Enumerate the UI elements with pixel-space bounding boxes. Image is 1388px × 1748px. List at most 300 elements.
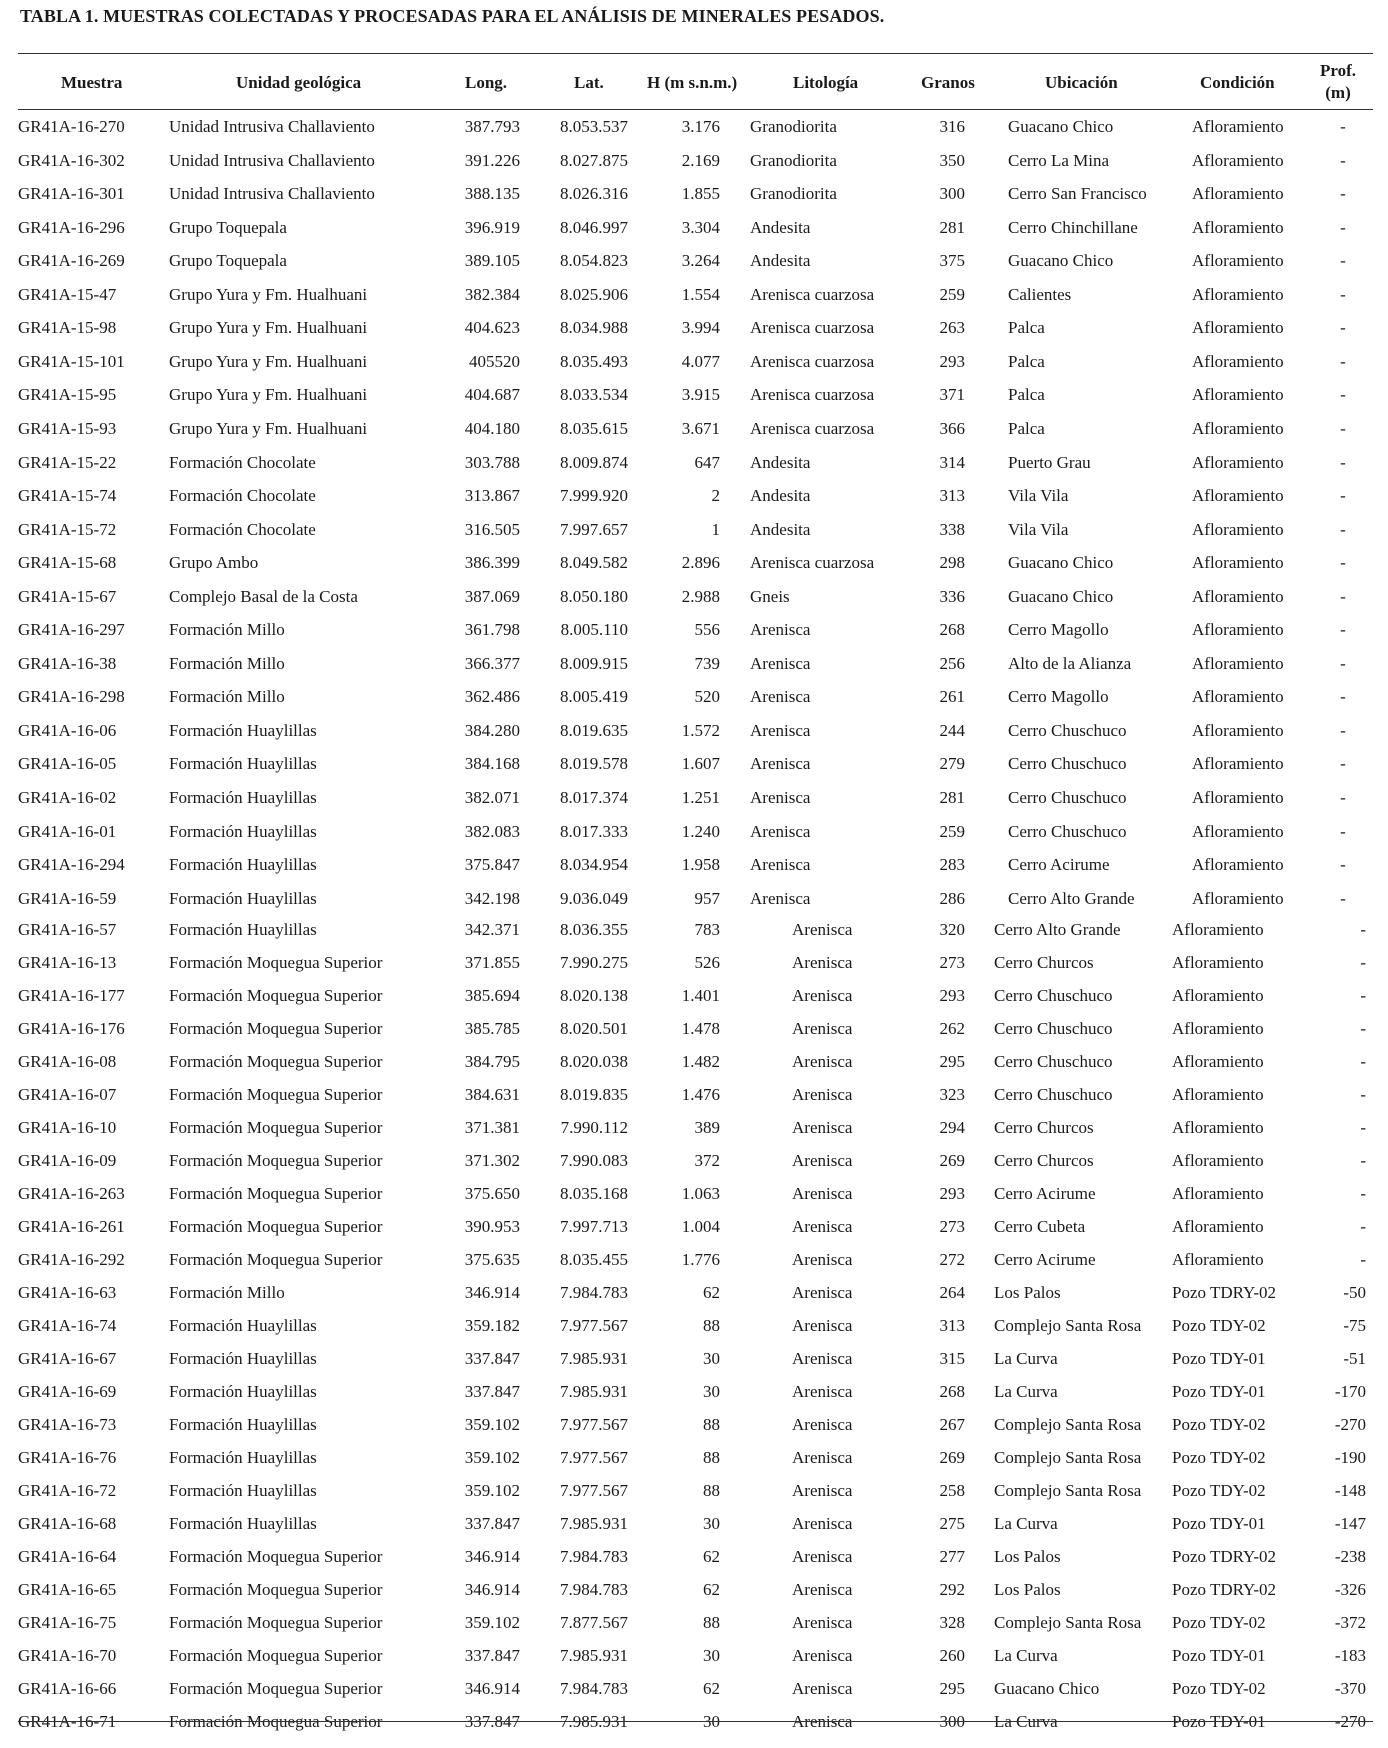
- cell-litologia: Arenisca: [792, 1580, 853, 1599]
- cell-unidad: Formación Huaylillas: [169, 720, 317, 740]
- cell-granos: 258: [939, 1481, 965, 1500]
- header-condicion: Condición: [1200, 73, 1275, 92]
- cell-unidad: Grupo Yura y Fm. Hualhuani: [169, 351, 368, 371]
- cell-lat: 7.990.275: [560, 953, 628, 972]
- cell-prof: -370: [1334, 1679, 1366, 1698]
- cell-unidad: Grupo Yura y Fm. Hualhuani: [169, 318, 368, 338]
- cell-prof: -: [1340, 855, 1346, 875]
- cell-unidad: Formación Moquegua Superior: [169, 1580, 383, 1599]
- cell-muestra: GR41A-16-64: [18, 1547, 117, 1566]
- cell-condicion: Afloramiento: [1172, 1019, 1264, 1038]
- cell-long: 384.168: [464, 754, 520, 774]
- cell-long: 342.371: [464, 920, 520, 939]
- cell-lat: 8.005.419: [560, 687, 628, 707]
- table-row: [0, 1476, 1388, 1506]
- cell-long: 375.650: [464, 1184, 520, 1203]
- cell-ubicacion: Guacano Chico: [1008, 586, 1114, 606]
- table-row: [0, 783, 1388, 813]
- cell-lat: 8.049.582: [560, 553, 628, 573]
- table-row: [0, 1443, 1388, 1473]
- cell-litologia: Arenisca: [792, 1019, 853, 1038]
- cell-ubicacion: Complejo Santa Rosa: [994, 1415, 1142, 1434]
- cell-condicion: Afloramiento: [1192, 418, 1284, 438]
- table-row: [0, 1080, 1388, 1110]
- cell-h: 1.855: [681, 184, 720, 204]
- cell-prof: -: [1340, 486, 1346, 506]
- cell-lat: 8.019.578: [560, 754, 628, 774]
- cell-long: 342.198: [464, 888, 520, 908]
- cell-ubicacion: Cerro Acirume: [994, 1250, 1096, 1269]
- cell-lat: 8.033.534: [560, 385, 628, 405]
- cell-litologia: Arenisca: [750, 821, 811, 841]
- cell-h: 3.915: [681, 385, 720, 405]
- cell-h: 372: [694, 1151, 720, 1170]
- cell-muestra: GR41A-15-67: [18, 586, 117, 606]
- cell-granos: 262: [939, 1019, 965, 1038]
- cell-granos: 281: [939, 217, 965, 237]
- cell-ubicacion: Alto de la Alianza: [1008, 653, 1132, 673]
- cell-long: 361.798: [464, 620, 520, 640]
- table-row: [0, 548, 1388, 578]
- cell-granos: 315: [939, 1349, 965, 1368]
- cell-litologia: Arenisca: [792, 1481, 853, 1500]
- cell-long: 359.102: [464, 1415, 520, 1434]
- cell-unidad: Formación Huaylillas: [169, 1415, 317, 1434]
- cell-prof: -: [1340, 251, 1346, 271]
- cell-ubicacion: Cerro Churcos: [994, 1151, 1094, 1170]
- cell-unidad: Formación Millo: [169, 653, 285, 673]
- cell-ubicacion: La Curva: [994, 1646, 1058, 1665]
- cell-ubicacion: Cerro Churcos: [994, 953, 1094, 972]
- header-rule: [18, 109, 1373, 110]
- cell-condicion: Afloramiento: [1192, 318, 1284, 338]
- table-row: [0, 1212, 1388, 1242]
- cell-lat: 8.020.138: [560, 986, 628, 1005]
- header-ubicacion: Ubicación: [1045, 73, 1118, 92]
- cell-litologia: Andesita: [750, 452, 811, 472]
- cell-granos: 259: [939, 284, 965, 304]
- cell-condicion: Afloramiento: [1192, 385, 1284, 405]
- cell-condicion: Afloramiento: [1172, 1217, 1264, 1236]
- cell-muestra: GR41A-15-68: [18, 553, 117, 573]
- cell-muestra: GR41A-16-292: [18, 1250, 125, 1269]
- cell-unidad: Formación Moquegua Superior: [169, 1679, 383, 1698]
- cell-long: 405520: [469, 351, 520, 371]
- table-row: [0, 1278, 1388, 1308]
- cell-muestra: GR41A-16-301: [18, 184, 125, 204]
- cell-lat: 8.017.374: [560, 788, 628, 807]
- cell-lat: 7.997.713: [560, 1217, 628, 1236]
- cell-granos: 273: [939, 953, 965, 972]
- cell-condicion: Afloramiento: [1172, 1184, 1264, 1203]
- cell-ubicacion: Palca: [1008, 385, 1045, 405]
- cell-litologia: Arenisca: [792, 1712, 853, 1731]
- cell-h: 2.896: [681, 553, 720, 573]
- cell-litologia: Arenisca: [792, 1151, 853, 1170]
- header-long: Long.: [465, 73, 508, 92]
- cell-lat: 8.034.954: [560, 855, 628, 875]
- cell-muestra: GR41A-16-68: [18, 1514, 117, 1533]
- cell-condicion: Afloramiento: [1192, 519, 1284, 539]
- cell-long: 366.377: [464, 653, 520, 673]
- cell-muestra: GR41A-16-177: [18, 986, 125, 1005]
- cell-muestra: GR41A-15-47: [18, 284, 117, 304]
- cell-litologia: Arenisca: [792, 1250, 853, 1269]
- cell-litologia: Arenisca: [792, 1118, 853, 1137]
- cell-long: 375.635: [464, 1250, 520, 1269]
- cell-granos: 371: [939, 385, 965, 405]
- cell-condicion: Afloramiento: [1192, 184, 1284, 204]
- cell-lat: 8.036.355: [560, 920, 628, 939]
- cell-long: 404.687: [464, 385, 520, 405]
- cell-unidad: Formación Moquegua Superior: [169, 1184, 383, 1203]
- cell-litologia: Arenisca: [792, 1448, 853, 1467]
- cell-h: 30: [703, 1382, 720, 1401]
- cell-lat: 7.990.112: [560, 1118, 628, 1137]
- cell-unidad: Formación Huaylillas: [169, 1514, 317, 1533]
- cell-lat: 7.985.931: [560, 1514, 628, 1533]
- cell-lat: 8.034.988: [560, 318, 628, 338]
- table-row: [0, 716, 1388, 746]
- cell-h: 957: [694, 888, 720, 908]
- cell-granos: 244: [939, 720, 965, 740]
- cell-lat: 8.025.906: [560, 284, 628, 304]
- cell-condicion: Pozo TDY-02: [1172, 1613, 1266, 1632]
- cell-unidad: Grupo Toquepala: [169, 217, 287, 237]
- cell-long: 404.180: [464, 418, 520, 438]
- cell-unidad: Formación Huaylillas: [169, 1316, 317, 1335]
- cell-condicion: Afloramiento: [1192, 687, 1284, 707]
- cell-condicion: Pozo TDY-02: [1172, 1448, 1266, 1467]
- cell-granos: 273: [939, 1217, 965, 1236]
- cell-litologia: Granodiorita: [750, 150, 837, 170]
- cell-h: 62: [703, 1679, 720, 1698]
- cell-long: 337.847: [464, 1382, 520, 1401]
- cell-ubicacion: Vila Vila: [1008, 486, 1069, 506]
- cell-litologia: Gneis: [750, 586, 790, 606]
- table-row: [0, 1245, 1388, 1275]
- cell-litologia: Arenisca cuarzosa: [750, 318, 875, 338]
- cell-condicion: Afloramiento: [1192, 251, 1284, 271]
- cell-condicion: Afloramiento: [1192, 486, 1284, 506]
- table-row: [0, 1014, 1388, 1044]
- cell-unidad: Formación Chocolate: [169, 486, 316, 506]
- cell-h: 1.004: [681, 1217, 720, 1236]
- cell-long: 359.182: [464, 1316, 520, 1335]
- cell-ubicacion: Cerro Chuschuco: [1008, 754, 1127, 774]
- header-unidad: Unidad geológica: [236, 73, 362, 92]
- cell-ubicacion: Los Palos: [994, 1283, 1061, 1302]
- cell-ubicacion: Complejo Santa Rosa: [994, 1613, 1142, 1632]
- cell-muestra: GR41A-15-98: [18, 318, 117, 338]
- cell-h: 4.077: [681, 351, 720, 371]
- cell-litologia: Arenisca cuarzosa: [750, 418, 875, 438]
- table-row: [0, 1641, 1388, 1671]
- cell-h: 520: [694, 687, 720, 707]
- cell-granos: 267: [939, 1415, 965, 1434]
- cell-lat: 8.026.316: [560, 184, 628, 204]
- cell-granos: 293: [939, 351, 965, 371]
- cell-litologia: Arenisca: [792, 1679, 853, 1698]
- cell-h: 1.063: [681, 1184, 720, 1203]
- cell-h: 62: [703, 1547, 720, 1566]
- cell-condicion: Pozo TDY-01: [1172, 1646, 1266, 1665]
- cell-granos: 277: [939, 1547, 965, 1566]
- cell-long: 382.071: [464, 788, 520, 807]
- cell-unidad: Formación Moquegua Superior: [169, 1118, 383, 1137]
- cell-granos: 281: [939, 788, 965, 807]
- cell-unidad: Formación Moquegua Superior: [169, 1547, 383, 1566]
- header-h: H (m s.n.m.): [647, 73, 738, 92]
- cell-ubicacion: Complejo Santa Rosa: [994, 1481, 1142, 1500]
- cell-unidad: Formación Huaylillas: [169, 855, 317, 875]
- cell-condicion: Afloramiento: [1172, 986, 1264, 1005]
- cell-litologia: Arenisca: [792, 1283, 853, 1302]
- cell-lat: 7.984.783: [560, 1283, 628, 1302]
- table-row: [0, 1311, 1388, 1341]
- cell-prof: -147: [1334, 1514, 1366, 1533]
- cell-ubicacion: La Curva: [994, 1382, 1058, 1401]
- cell-litologia: Arenisca: [750, 754, 811, 774]
- cell-long: 386.399: [464, 553, 520, 573]
- cell-long: 382.384: [464, 284, 520, 304]
- table-row: [0, 515, 1388, 545]
- cell-prof: -: [1360, 1118, 1366, 1137]
- cell-lat: 8.009.874: [560, 452, 628, 472]
- cell-unidad: Formación Millo: [169, 1283, 285, 1302]
- cell-muestra: GR41A-15-72: [18, 519, 117, 539]
- cell-muestra: GR41A-16-38: [18, 653, 117, 673]
- cell-h: 2.169: [681, 150, 720, 170]
- cell-condicion: Afloramiento: [1172, 1250, 1264, 1269]
- cell-muestra: GR41A-16-296: [18, 217, 125, 237]
- cell-long: 390.953: [464, 1217, 520, 1236]
- cell-litologia: Andesita: [750, 519, 811, 539]
- cell-litologia: Arenisca: [792, 1613, 853, 1632]
- cell-granos: 366: [939, 418, 965, 438]
- cell-unidad: Grupo Yura y Fm. Hualhuani: [169, 418, 368, 438]
- cell-unidad: Formación Huaylillas: [169, 1448, 317, 1467]
- cell-condicion: Afloramiento: [1172, 920, 1264, 939]
- cell-lat: 9.036.049: [560, 888, 628, 908]
- table-row: [0, 915, 1388, 945]
- cell-ubicacion: Los Palos: [994, 1547, 1061, 1566]
- cell-h: 1.554: [681, 284, 720, 304]
- cell-granos: 328: [939, 1613, 965, 1632]
- table-row: [0, 179, 1388, 209]
- cell-lat: 8.009.915: [560, 653, 628, 673]
- cell-muestra: GR41A-16-73: [18, 1415, 117, 1434]
- cell-unidad: Formación Chocolate: [169, 452, 316, 472]
- cell-lat: 7.977.567: [560, 1415, 628, 1434]
- cell-unidad: Formación Moquegua Superior: [169, 1151, 383, 1170]
- table-row: [0, 146, 1388, 176]
- cell-prof: -326: [1334, 1580, 1366, 1599]
- top-rule: [18, 53, 1373, 54]
- cell-long: 375.847: [464, 855, 520, 875]
- cell-muestra: GR41A-16-67: [18, 1349, 117, 1368]
- table-row: [0, 1146, 1388, 1176]
- cell-granos: 283: [939, 855, 965, 875]
- cell-h: 1.482: [681, 1052, 720, 1071]
- cell-condicion: Afloramiento: [1192, 150, 1284, 170]
- cell-long: 371.381: [464, 1118, 520, 1137]
- cell-long: 387.793: [464, 117, 520, 136]
- cell-ubicacion: Cerro La Mina: [1008, 150, 1110, 170]
- table-row: [0, 582, 1388, 612]
- cell-long: 384.795: [464, 1052, 520, 1071]
- table-title: TABLA 1. MUESTRAS COLECTADAS Y PROCESADAS PARA EL ANÁLISIS DE MINERALES PESADOS.: [20, 6, 885, 26]
- cell-h: 389: [694, 1118, 720, 1137]
- cell-prof: -170: [1334, 1382, 1366, 1401]
- cell-granos: 294: [939, 1118, 965, 1137]
- cell-h: 1.240: [681, 821, 720, 841]
- cell-condicion: Pozo TDRY-02: [1172, 1283, 1277, 1302]
- cell-condicion: Afloramiento: [1192, 788, 1284, 807]
- cell-prof: -190: [1334, 1448, 1366, 1467]
- cell-ubicacion: Cerro Chuschuco: [1008, 720, 1127, 740]
- cell-lat: 8.050.180: [560, 586, 628, 606]
- cell-muestra: GR41A-16-269: [18, 251, 125, 271]
- cell-prof: -: [1360, 920, 1366, 939]
- cell-prof: -50: [1343, 1283, 1366, 1302]
- cell-h: 1.476: [681, 1085, 720, 1104]
- cell-muestra: GR41A-16-263: [18, 1184, 125, 1203]
- cell-muestra: GR41A-16-06: [18, 720, 117, 740]
- cell-lat: 8.035.493: [560, 351, 628, 371]
- cell-muestra: GR41A-15-95: [18, 385, 117, 405]
- header-lat: Lat.: [574, 73, 604, 92]
- cell-lat: 7.997.657: [560, 519, 628, 539]
- table-row: [0, 380, 1388, 410]
- cell-litologia: Arenisca: [792, 920, 853, 939]
- cell-litologia: Arenisca: [750, 888, 811, 908]
- cell-unidad: Formación Moquegua Superior: [169, 986, 383, 1005]
- cell-litologia: Arenisca: [750, 653, 811, 673]
- cell-condicion: Afloramiento: [1192, 855, 1284, 875]
- cell-prof: -: [1360, 1250, 1366, 1269]
- cell-condicion: Pozo TDY-02: [1172, 1415, 1266, 1434]
- cell-ubicacion: Cerro Magollo: [1008, 687, 1109, 707]
- cell-ubicacion: Cerro Chuschuco: [1008, 821, 1127, 841]
- cell-granos: 314: [939, 452, 965, 472]
- cell-lat: 8.019.635: [560, 720, 628, 740]
- cell-prof: -: [1360, 1019, 1366, 1038]
- cell-prof: -: [1360, 1151, 1366, 1170]
- cell-lat: 8.035.168: [560, 1184, 628, 1203]
- cell-granos: 316: [939, 117, 965, 136]
- cell-ubicacion: Cerro Alto Grande: [1008, 888, 1135, 908]
- cell-prof: -: [1340, 385, 1346, 405]
- cell-granos: 260: [939, 1646, 965, 1665]
- cell-ubicacion: Cerro Chinchillane: [1008, 217, 1138, 237]
- cell-litologia: Arenisca cuarzosa: [750, 385, 875, 405]
- cell-unidad: Formación Huaylillas: [169, 920, 317, 939]
- cell-prof: -: [1360, 1085, 1366, 1104]
- table-row: [0, 246, 1388, 276]
- table-row: [0, 1377, 1388, 1407]
- cell-condicion: Pozo TDY-01: [1172, 1712, 1266, 1731]
- cell-condicion: Pozo TDY-02: [1172, 1316, 1266, 1335]
- cell-litologia: Arenisca: [792, 1217, 853, 1236]
- cell-condicion: Afloramiento: [1192, 620, 1284, 640]
- cell-long: 346.914: [464, 1283, 520, 1302]
- table-row: [0, 749, 1388, 779]
- cell-litologia: Arenisca: [750, 687, 811, 707]
- cell-muestra: GR41A-16-298: [18, 687, 125, 707]
- cell-condicion: Pozo TDY-01: [1172, 1349, 1266, 1368]
- cell-granos: 338: [939, 519, 965, 539]
- cell-prof: -: [1340, 217, 1346, 237]
- cell-prof: -: [1340, 687, 1346, 707]
- cell-h: 1.572: [681, 720, 720, 740]
- cell-h: 3.264: [681, 251, 720, 271]
- header-granos: Granos: [921, 73, 975, 92]
- cell-muestra: GR41A-15-74: [18, 486, 117, 506]
- table-row: [0, 347, 1388, 377]
- cell-prof: -: [1340, 788, 1346, 807]
- cell-muestra: GR41A-16-261: [18, 1217, 125, 1236]
- cell-muestra: GR41A-16-07: [18, 1085, 117, 1104]
- cell-granos: 269: [939, 1151, 965, 1170]
- cell-unidad: Formación Huaylillas: [169, 1349, 317, 1368]
- cell-ubicacion: Complejo Santa Rosa: [994, 1448, 1142, 1467]
- cell-condicion: Afloramiento: [1172, 1085, 1264, 1104]
- cell-unidad: Formación Huaylillas: [169, 1382, 317, 1401]
- cell-ubicacion: La Curva: [994, 1349, 1058, 1368]
- cell-condicion: Afloramiento: [1172, 953, 1264, 972]
- cell-h: 526: [694, 953, 720, 972]
- cell-unidad: Grupo Toquepala: [169, 251, 287, 271]
- cell-condicion: Afloramiento: [1172, 1118, 1264, 1137]
- cell-muestra: GR41A-16-05: [18, 754, 117, 774]
- cell-prof: -: [1340, 754, 1346, 774]
- cell-unidad: Formación Huaylillas: [169, 1481, 317, 1500]
- cell-litologia: Arenisca: [750, 788, 811, 807]
- cell-unidad: Formación Moquegua Superior: [169, 953, 383, 972]
- cell-litologia: Arenisca: [750, 855, 811, 875]
- cell-condicion: Afloramiento: [1192, 586, 1284, 606]
- cell-lat: 8.019.835: [560, 1085, 628, 1104]
- cell-muestra: GR41A-16-09: [18, 1151, 117, 1170]
- cell-prof: -: [1340, 418, 1346, 438]
- cell-unidad: Formación Chocolate: [169, 519, 316, 539]
- cell-granos: 293: [939, 986, 965, 1005]
- cell-long: 337.847: [464, 1349, 520, 1368]
- cell-granos: 263: [939, 318, 965, 338]
- cell-prof: -: [1360, 986, 1366, 1005]
- cell-long: 384.280: [464, 720, 520, 740]
- table-row: [0, 682, 1388, 712]
- table-row: [0, 850, 1388, 880]
- cell-litologia: Arenisca: [750, 720, 811, 740]
- cell-muestra: GR41A-16-01: [18, 821, 117, 841]
- cell-h: 62: [703, 1580, 720, 1599]
- cell-long: 384.631: [464, 1085, 520, 1104]
- cell-condicion: Afloramiento: [1192, 553, 1284, 573]
- cell-muestra: GR41A-16-69: [18, 1382, 117, 1401]
- cell-ubicacion: Vila Vila: [1008, 519, 1069, 539]
- cell-h: 1.607: [681, 754, 720, 774]
- cell-unidad: Formación Huaylillas: [169, 788, 317, 807]
- cell-prof: -: [1360, 1217, 1366, 1236]
- cell-lat: 8.017.333: [560, 821, 628, 841]
- cell-unidad: Formación Moquegua Superior: [169, 1052, 383, 1071]
- cell-granos: 268: [939, 1382, 965, 1401]
- cell-long: 362.486: [464, 687, 520, 707]
- cell-long: 385.694: [464, 986, 520, 1005]
- cell-long: 385.785: [464, 1019, 520, 1038]
